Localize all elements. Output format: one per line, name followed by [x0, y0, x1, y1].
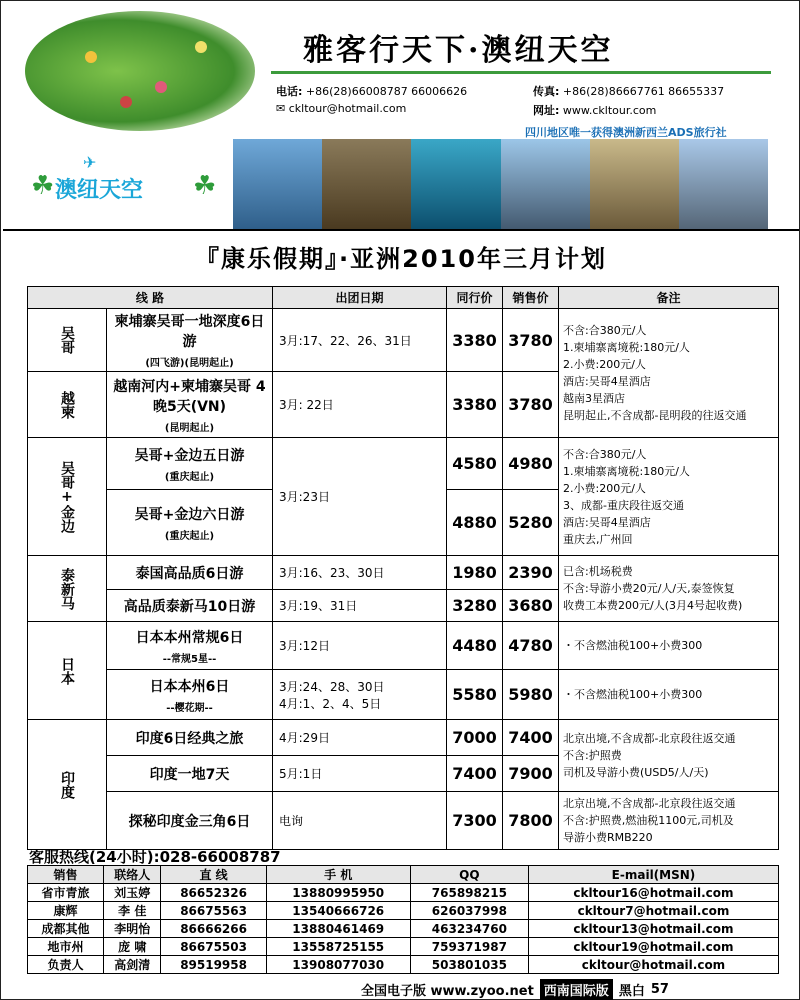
note: 不含:合380元/人 1.柬埔寨离境税:180元/人 2.小费:200元/人 酒店:吴哥4星酒店 越南3星酒店 昆明起止,不含成都-昆明段的往返交通 — [559, 309, 779, 438]
group-label: 越柬 — [28, 372, 107, 438]
peer-price: 7000 — [447, 720, 503, 756]
service-header: 销售 联络人 直 线 手 机 QQ E-mail(MSN) — [28, 866, 779, 884]
mail-icon: ✉ — [276, 102, 286, 115]
table-row: 康辉 李 佳 86675563 13540666726 626037998 ckltour7@hotmail.com — [28, 902, 779, 920]
col-sale: 销售价 — [503, 287, 559, 309]
date: 3月:19、31日 — [273, 590, 447, 622]
peer-price: 1980 — [447, 556, 503, 590]
sale-price: 7400 — [503, 720, 559, 756]
table-row: 负责人 高剑清 89519958 13908077030 503801035 ckltour@hotmail.com — [28, 956, 779, 974]
website[interactable]: 网址: www.ckltour.com — [533, 104, 657, 117]
table-row — [28, 309, 779, 372]
table-row — [28, 720, 779, 756]
peer-price: 3380 — [447, 372, 503, 438]
peer-price: 3380 — [447, 309, 503, 372]
tagline: 四川地区唯一获得澳洲新西兰ADS旅行社 — [525, 126, 727, 139]
note: ・不含燃油税100+小费300 — [559, 622, 779, 670]
flower-photo — [25, 11, 255, 131]
col-peer: 同行价 — [447, 287, 503, 309]
table-header — [28, 287, 779, 309]
peer-price: 3280 — [447, 590, 503, 622]
table-row — [28, 670, 779, 720]
footer-site[interactable]: 全国电子版 www.zyoo.net — [361, 984, 534, 999]
route: 越南河内+柬埔寨吴哥 4晚5天(VN) (昆明起止) — [107, 372, 273, 438]
date: 3月: 22日 — [273, 372, 447, 438]
peer-price: 4580 — [447, 438, 503, 490]
table-row — [28, 438, 779, 490]
page-number: 57 — [650, 982, 669, 997]
route: 探秘印度金三角6日 — [107, 792, 273, 850]
phone: 电话: +86(28)66008787 66006626 — [276, 85, 468, 98]
footer-color: 黑白 — [618, 984, 645, 999]
service-table — [27, 865, 779, 974]
route: 吴哥+金边五日游 (重庆起止) — [107, 438, 273, 490]
date: 3月:23日 — [273, 438, 447, 556]
note: 北京出境,不含成都-北京段往返交通 不含:护照费,燃油税1100元,司机及 导游小费RMB220 — [559, 792, 779, 850]
table-row — [28, 622, 779, 670]
date: 5月:1日 — [273, 756, 447, 792]
peer-price: 5580 — [447, 670, 503, 720]
header — [3, 3, 799, 231]
footer — [361, 979, 669, 1000]
group-label: 吴哥+金边 — [28, 438, 107, 556]
peer-price: 4480 — [447, 622, 503, 670]
page-title: 『康乐假期』·亚洲2010年三月计划 — [195, 245, 607, 273]
route: 柬埔寨吴哥一地深度6日游 (四飞游)(昆明起止) — [107, 309, 273, 372]
route: 日本本州6日 --樱花期-- — [107, 670, 273, 720]
route: 日本本州常规6日 --常规5星-- — [107, 622, 273, 670]
note: 已含:机场税费 不含:导游小费20元/人/天,泰签恢复 收费工本费200元/人(3月4号起收费) — [559, 556, 779, 622]
date: 3月:12日 — [273, 622, 447, 670]
group-label: 泰新马 — [28, 556, 107, 622]
clover-icon: ☘ — [193, 171, 217, 201]
sale-price: 7900 — [503, 756, 559, 792]
col-route: 线 路 — [28, 287, 273, 309]
hotline: 客服热线(24小时):028-66008787 — [29, 848, 281, 866]
sale-price: 7800 — [503, 792, 559, 850]
date: 3月:17、22、26、31日 — [273, 309, 447, 372]
table-row: 地市州 庞 啸 86675503 13558725155 759371987 ckltour19@hotmail.com — [28, 938, 779, 956]
table-row — [28, 792, 779, 850]
note: 不含:合380元/人 1.柬埔寨离境税:180元/人 2.小费:200元/人 3、成都-重庆段往返交通 酒店:吴哥4星酒店 重庆去,广州回 — [559, 438, 779, 556]
peer-price: 4880 — [447, 490, 503, 556]
sale-price: 5980 — [503, 670, 559, 720]
route: 印度一地7天 — [107, 756, 273, 792]
route: 印度6日经典之旅 — [107, 720, 273, 756]
logo-text: 澳纽天空 — [55, 177, 144, 203]
group-label: 日本 — [28, 622, 107, 720]
sale-price: 2390 — [503, 556, 559, 590]
tour-table — [27, 286, 779, 850]
slogan: 雅客行天下·澳纽天空 — [303, 33, 614, 68]
sale-price: 4980 — [503, 438, 559, 490]
table-row: 省市青旅 刘玉婷 86652326 13880995950 765898215 ckltour16@hotmail.com — [28, 884, 779, 902]
table-row: 成都其他 李明怡 86666266 13880461469 463234760 ckltour13@hotmail.com — [28, 920, 779, 938]
sale-price: 4780 — [503, 622, 559, 670]
divider — [271, 71, 771, 74]
date: 3月:24、28、30日 4月:1、2、4、5日 — [273, 670, 447, 720]
table-row — [28, 556, 779, 590]
route: 吴哥+金边六日游 (重庆起止) — [107, 490, 273, 556]
note: 北京出境,不含成都-北京段往返交通 不含:护照费 司机及导游小费(USD5/人/天) — [559, 720, 779, 792]
date: 电询 — [273, 792, 447, 850]
sale-price: 3780 — [503, 309, 559, 372]
sale-price: 3780 — [503, 372, 559, 438]
sale-price: 5280 — [503, 490, 559, 556]
peer-price: 7400 — [447, 756, 503, 792]
email[interactable]: ✉ ckltour@hotmail.com — [276, 102, 407, 115]
fax: 传真: +86(28)86667761 86655337 — [533, 85, 725, 98]
col-note: 备注 — [559, 287, 779, 309]
date: 3月:16、23、30日 — [273, 556, 447, 590]
footer-edition: 西南国际版 — [540, 979, 613, 1000]
sale-price: 3680 — [503, 590, 559, 622]
note: ・不含燃油税100+小费300 — [559, 670, 779, 720]
photo-strip — [233, 139, 768, 229]
group-label: 吴哥 — [28, 309, 107, 372]
clover-icon: ☘ — [31, 171, 55, 201]
route: 泰国高品质6日游 — [107, 556, 273, 590]
route: 高品质泰新马10日游 — [107, 590, 273, 622]
col-date: 出团日期 — [273, 287, 447, 309]
date: 4月:29日 — [273, 720, 447, 756]
bird-icon: ✈ — [83, 153, 97, 172]
peer-price: 7300 — [447, 792, 503, 850]
group-label: 印度 — [28, 720, 107, 850]
